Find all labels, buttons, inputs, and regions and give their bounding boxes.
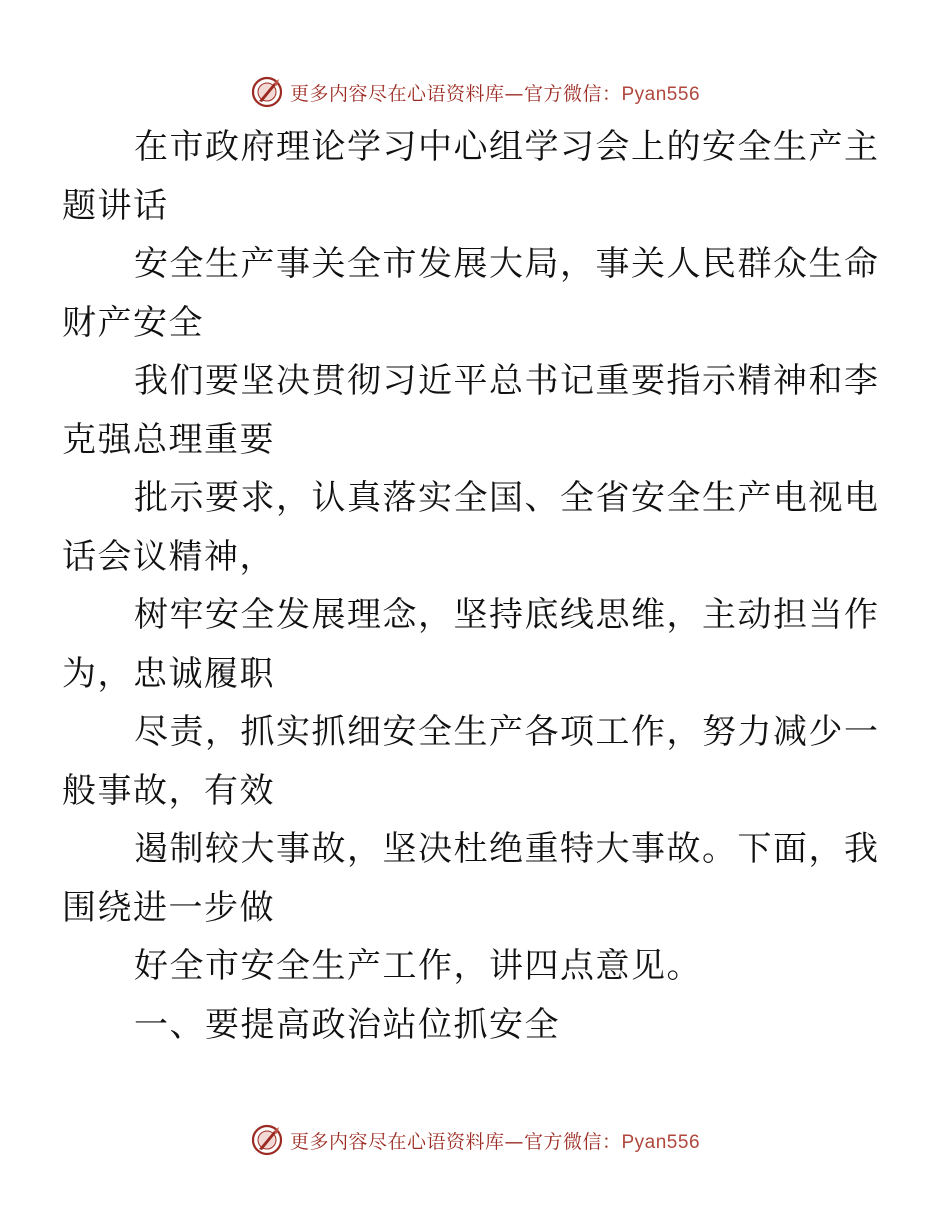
watermark-text <box>290 1127 700 1154</box>
document-body <box>62 118 880 1054</box>
paragraph-line: 好全市安全生产工作，讲四点意见。 <box>134 946 702 986</box>
paragraph-line: 安全生产事关全市发展大局，事关人民群众生命 <box>134 244 880 284</box>
paragraph <box>62 352 880 469</box>
watermark-handle: Pyan556 <box>621 1131 701 1153</box>
watermark-handle: Pyan556 <box>621 83 701 105</box>
paragraph-line: 尽责，抓实抓细安全生产各项工作，努力减少一 <box>134 712 880 752</box>
paragraph-line: 克强总理重要 <box>62 419 275 460</box>
paragraph-line: 遏制较大事故，坚决杜绝重特大事故。下面，我 <box>134 829 880 869</box>
quill-logo-icon <box>250 75 284 109</box>
watermark-label: 更多内容尽在心语资料库—官方微信： <box>289 1130 622 1153</box>
paragraph-line: 为，忠诚履职 <box>62 653 275 694</box>
paragraph <box>98 937 858 996</box>
paragraph-line: 般事故，有效 <box>62 770 275 811</box>
paragraph-line: 树牢安全发展理念，坚持底线思维，主动担当作 <box>134 595 880 635</box>
watermark-label: 更多内容尽在心语资料库—官方微信： <box>289 82 622 105</box>
paragraph-line: 一、要提高政治站位抓安全 <box>134 1004 560 1045</box>
paragraph-line: 财产安全 <box>62 302 204 343</box>
paragraph-line: 在市政府理论学习中心组学习会上的安全生产主 <box>134 127 880 167</box>
header-watermark <box>0 72 950 112</box>
quill-logo-icon <box>250 1123 284 1157</box>
paragraph <box>62 469 880 586</box>
paragraph <box>62 703 880 820</box>
paragraph <box>62 235 880 352</box>
watermark-text <box>290 79 700 106</box>
paragraph-line: 围绕进一步做 <box>62 887 275 928</box>
paragraph <box>62 118 880 235</box>
paragraph-line: 话会议精神， <box>62 536 275 577</box>
paragraph-line: 我们要坚决贯彻习近平总书记重要指示精神和李 <box>134 361 880 401</box>
paragraph <box>62 586 880 703</box>
paragraph-line: 批示要求，认真落实全国、全省安全生产电视电 <box>134 478 880 518</box>
footer-watermark <box>0 1120 950 1160</box>
section-heading <box>98 996 858 1055</box>
paragraph <box>62 820 880 937</box>
paragraph-line: 题讲话 <box>62 185 169 226</box>
